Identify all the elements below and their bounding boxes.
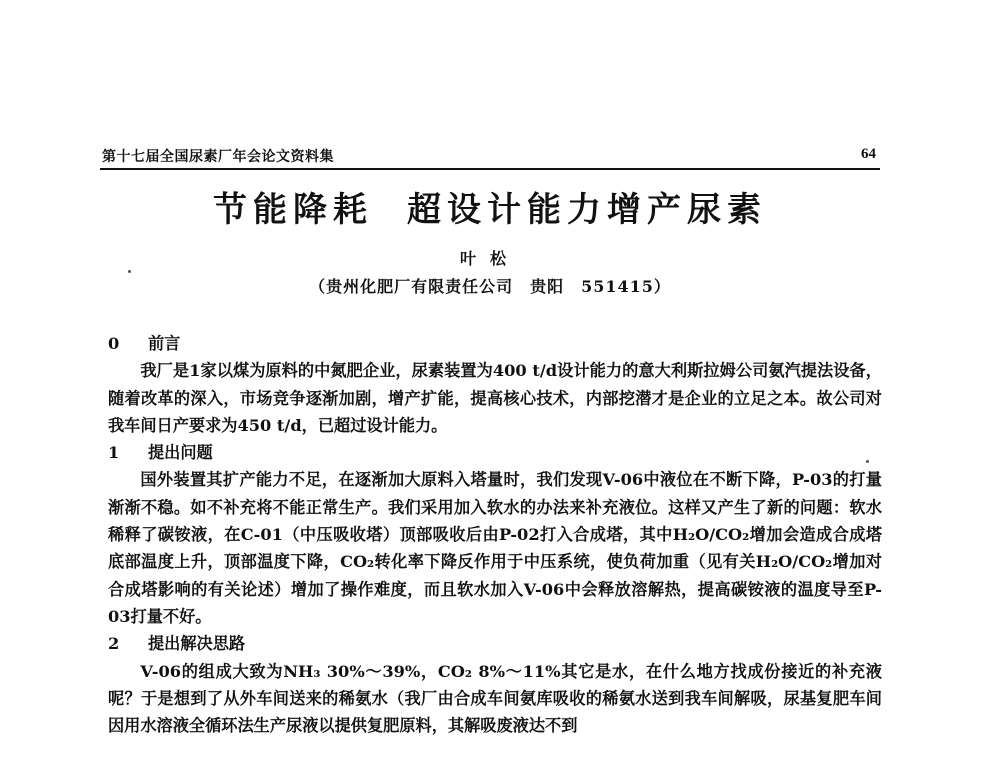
- title-part-1: 节能降耗: [213, 190, 373, 230]
- section-paragraph: 国外装置其扩产能力不足，在逐渐加大原料入塔量时，我们发现V-06中液位在不断下降，P-03的打量渐渐不稳。如不补充将不能正常生产。我们采用加入软水的办法来补充液位。这样又产生了新的问题：软水稀释了碳铵液，在C-01（中压吸收塔）顶部吸收后由P-02打入合成塔，其中H₂O/CO₂增加会造成合成塔底部温度上升，顶部温度下降，CO₂转化率下降反作用于中压系统，使负荷加重（见有关H₂O/CO₂增加对合成塔影响的有关论述）增加了操作难度，而且软水加入V-06中会释放溶解热，提高碳铵液的温度导至P-03打量不好。: [108, 470, 882, 626]
- scan-speck: [128, 270, 131, 273]
- section-2: [108, 630, 882, 739]
- section-heading: [108, 330, 882, 357]
- section-number: 2: [108, 634, 120, 654]
- section-number: 1: [108, 443, 120, 463]
- section-paragraph: 我厂是1家以煤为原料的中氮肥企业，尿素装置为400 t/d设计能力的意大利斯拉姆公司氨汽提法设备，随着改革的深入，市场竞争逐渐加剧，增产扩能，提高核心技术，内部挖潜才是企业的立足之本。故公司对我车间日产要求为450 t/d，已超过设计能力。: [108, 361, 882, 435]
- section-1: [108, 439, 882, 630]
- journal-title: 第十七届全国尿素厂年会论文资料集: [102, 149, 334, 165]
- page-number: 64: [861, 146, 876, 162]
- running-header: [100, 146, 880, 170]
- section-0: [108, 330, 882, 439]
- title-part-2: 超设计能力增产尿素: [407, 190, 767, 230]
- section-title: 提出问题: [148, 443, 213, 463]
- author-affiliation: （贵州化肥厂有限责任公司 贵阳 551415）: [309, 277, 671, 296]
- author-name: 叶松: [459, 249, 520, 268]
- section-paragraph: V-06的组成大致为NH₃ 30%～39%，CO₂ 8%～11%其它是水，在什么地方找成份接近的补充液呢？于是想到了从外车间送来的稀氨水（我厂由合成车间氨库吸收的稀氨水送到我车间解吸，尿基复肥车间因用水溶液全循环法生产尿液以提供复肥原料，其解吸废液达不到: [108, 661, 882, 736]
- scan-speck: [866, 460, 869, 463]
- section-heading: [108, 439, 882, 466]
- section-number: 0: [108, 334, 120, 353]
- section-title: 提出解决思路: [148, 634, 246, 654]
- section-title: 前言: [148, 334, 181, 353]
- paper-title: [100, 188, 880, 232]
- paper-body: [108, 330, 882, 739]
- section-heading: [108, 630, 882, 657]
